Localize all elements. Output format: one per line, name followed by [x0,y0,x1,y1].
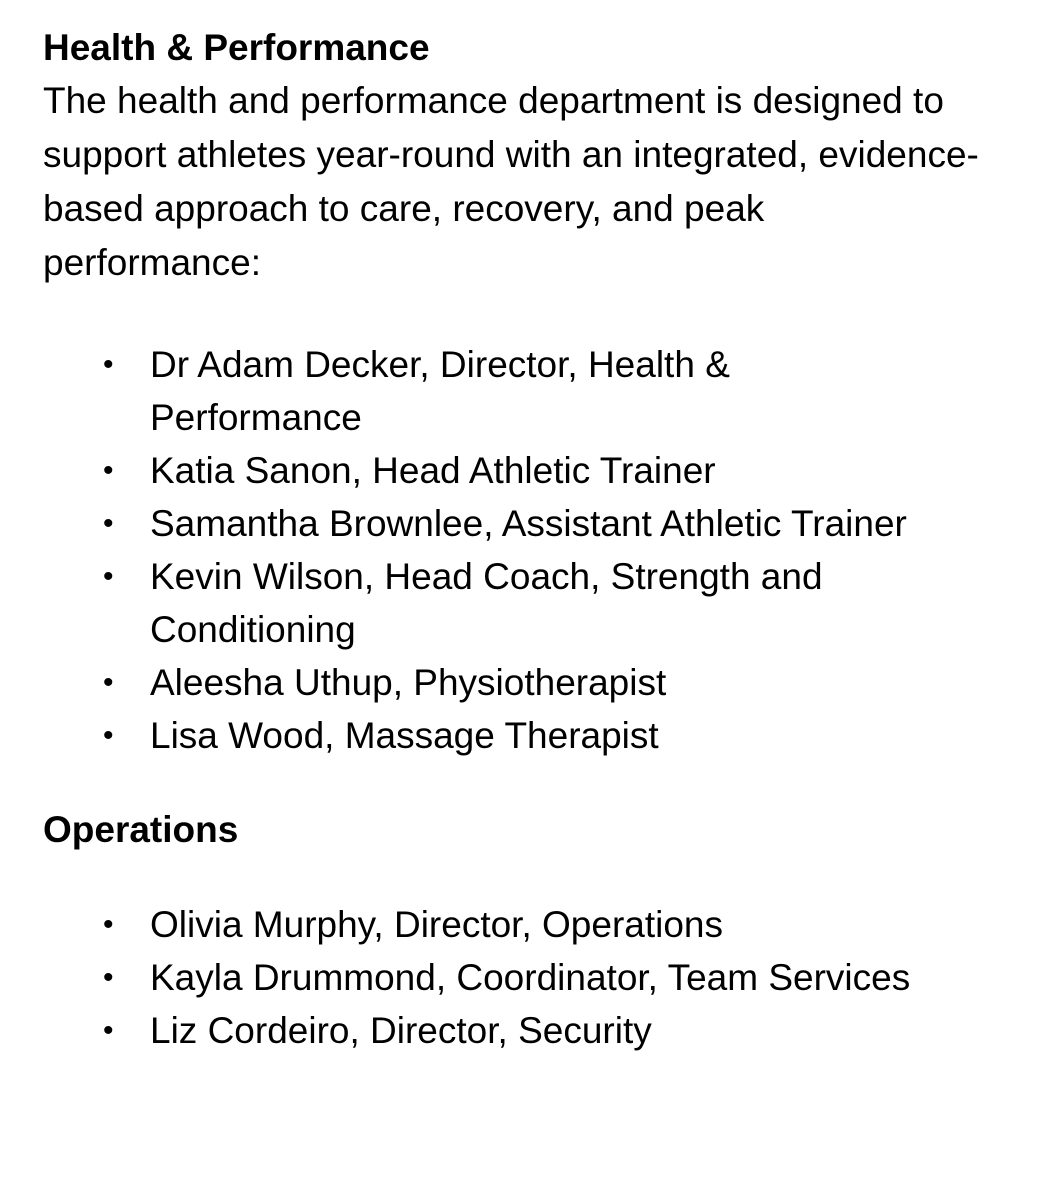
list-item [43,709,950,762]
list-item [43,1004,950,1057]
bullet-icon: • [103,454,114,487]
bullet-icon: • [103,719,114,752]
bullet-icon: • [103,908,114,941]
staff-list-operations [43,898,1041,1057]
list-item [43,550,950,656]
list-item [43,444,950,497]
section-intro-health: The health and performance department is designed to support athletes year-round with an integrated, evidence-based approach to care, recovery, and peak performance: [43,80,979,283]
staff-list-health [43,338,1041,762]
bullet-icon: • [103,348,114,381]
list-item [43,338,950,444]
health-performance-section [43,28,1041,762]
section-heading-operations: Operations [43,809,239,850]
staff-entry: Lisa Wood, Massage Therapist [150,715,659,756]
staff-entry: Kevin Wilson, Head Coach, Strength and Conditioning [150,556,823,650]
bullet-icon: • [103,507,114,540]
staff-entry: Dr Adam Decker, Director, Health & Performance [150,344,730,438]
staff-entry: Kayla Drummond, Coordinator, Team Services [150,957,911,998]
list-item [43,951,950,1004]
list-item [43,898,950,951]
bullet-icon: • [103,1014,114,1047]
operations-section [43,810,1041,1057]
list-item [43,497,950,550]
staff-entry: Katia Sanon, Head Athletic Trainer [150,450,716,491]
bullet-icon: • [103,666,114,699]
section-heading-health: Health & Performance [43,27,430,68]
staff-entry: Olivia Murphy, Director, Operations [150,904,724,945]
staff-entry: Samantha Brownlee, Assistant Athletic Trainer [150,503,907,544]
staff-entry: Aleesha Uthup, Physiotherapist [150,662,667,703]
bullet-icon: • [103,560,114,593]
list-item [43,656,950,709]
bullet-icon: • [103,961,114,994]
staff-entry: Liz Cordeiro, Director, Security [150,1010,652,1051]
